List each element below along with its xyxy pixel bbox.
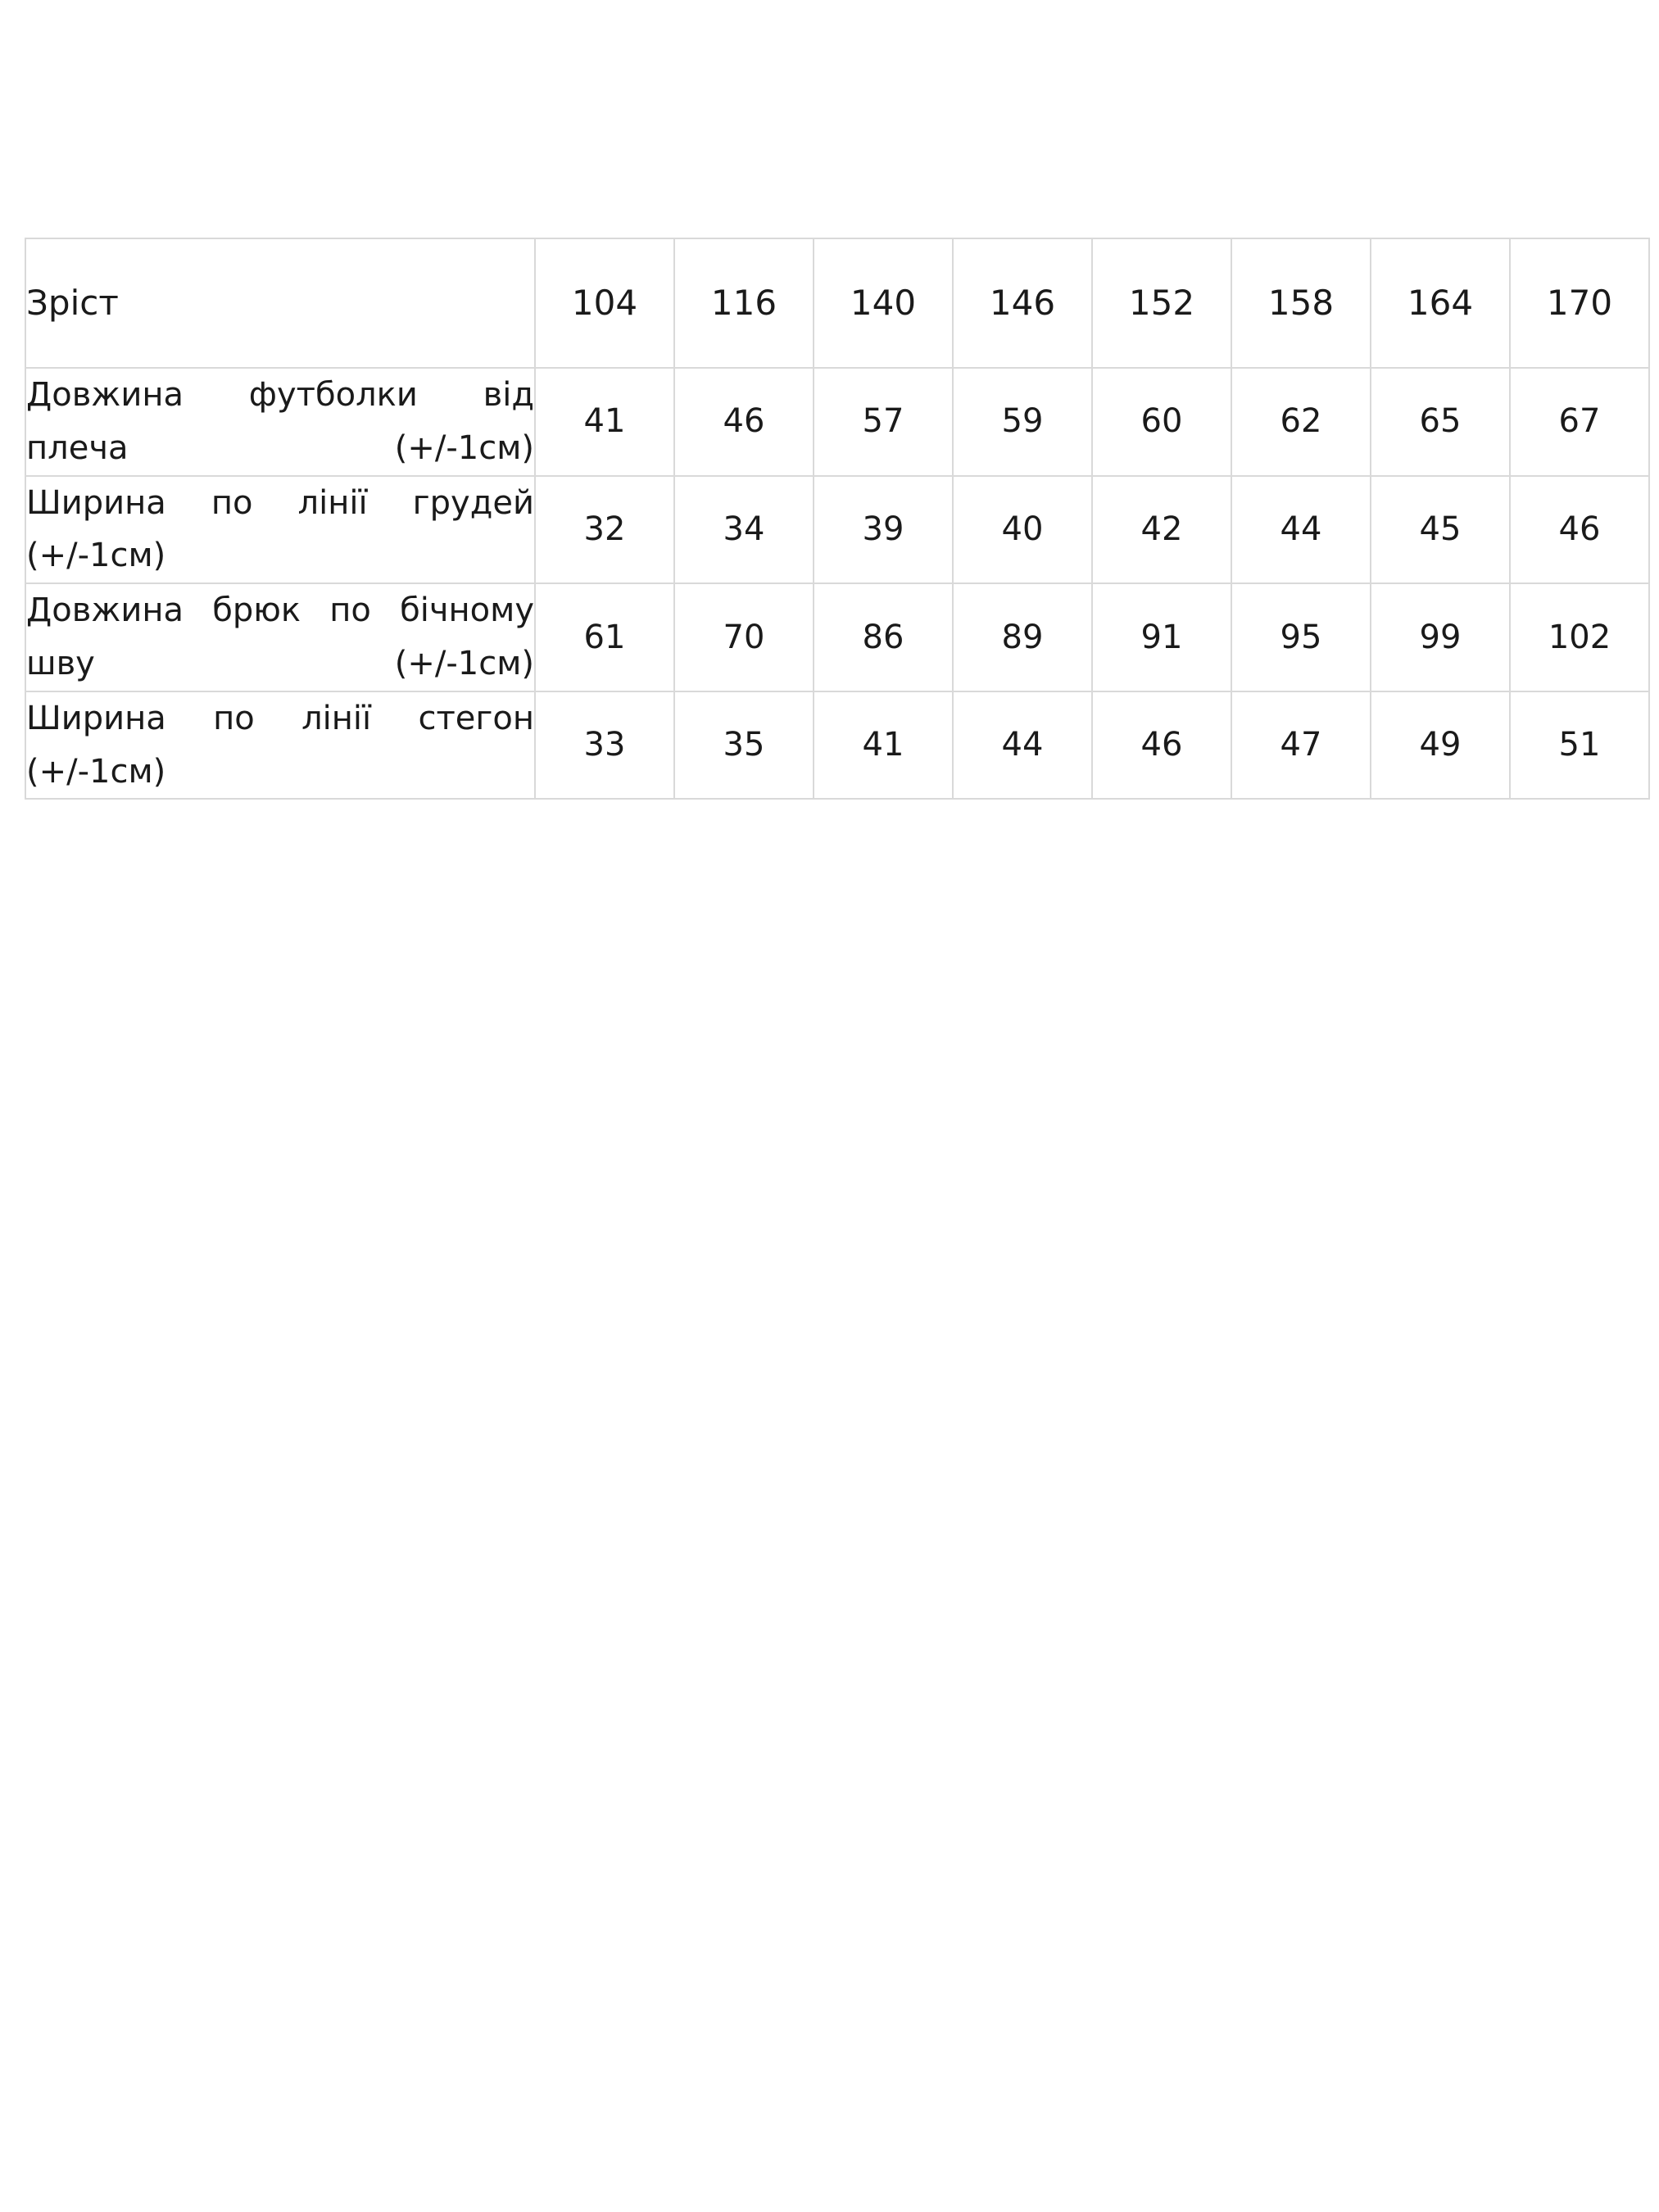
row-value: 41 xyxy=(814,691,953,800)
size-chart-table xyxy=(25,238,1650,800)
row-value: 89 xyxy=(953,583,1092,691)
row-value: 102 xyxy=(1510,583,1649,691)
table-header-value: 152 xyxy=(1092,238,1231,368)
table-header-value: 104 xyxy=(535,238,674,368)
row-value: 33 xyxy=(535,691,674,800)
row-value: 46 xyxy=(1510,476,1649,584)
row-value: 95 xyxy=(1231,583,1371,691)
row-value: 34 xyxy=(674,476,814,584)
row-value: 47 xyxy=(1231,691,1371,800)
table-header-value: 158 xyxy=(1231,238,1371,368)
row-value: 45 xyxy=(1371,476,1510,584)
row-value: 44 xyxy=(1231,476,1371,584)
row-label-cell xyxy=(25,368,535,476)
table-header-value: 146 xyxy=(953,238,1092,368)
row-value: 86 xyxy=(814,583,953,691)
table-header-row xyxy=(25,238,1649,368)
row-value: 51 xyxy=(1510,691,1649,800)
row-label-cell xyxy=(25,476,535,584)
table-header-value: 170 xyxy=(1510,238,1649,368)
table-row xyxy=(25,368,1649,476)
table-row xyxy=(25,583,1649,691)
row-value: 91 xyxy=(1092,583,1231,691)
row-value: 39 xyxy=(814,476,953,584)
row-value: 32 xyxy=(535,476,674,584)
size-chart-body xyxy=(25,238,1649,799)
row-value: 42 xyxy=(1092,476,1231,584)
table-header-value: 140 xyxy=(814,238,953,368)
row-label: Довжина футболки від плеча (+/-1см) xyxy=(26,376,534,467)
row-label: Довжина брюк по бічному шву (+/-1см) xyxy=(26,592,534,683)
table-row xyxy=(25,476,1649,584)
row-value: 99 xyxy=(1371,583,1510,691)
row-value: 70 xyxy=(674,583,814,691)
row-value: 44 xyxy=(953,691,1092,800)
row-value: 65 xyxy=(1371,368,1510,476)
row-value: 57 xyxy=(814,368,953,476)
row-value: 46 xyxy=(1092,691,1231,800)
row-value: 60 xyxy=(1092,368,1231,476)
row-value: 41 xyxy=(535,368,674,476)
row-label: Ширина по лінії стегон (+/-1см) xyxy=(26,699,534,791)
row-value: 67 xyxy=(1510,368,1649,476)
row-value: 49 xyxy=(1371,691,1510,800)
table-header-label: Зріст xyxy=(26,283,119,323)
row-label: Ширина по лінії грудей (+/-1см) xyxy=(26,483,534,575)
row-value: 59 xyxy=(953,368,1092,476)
row-value: 61 xyxy=(535,583,674,691)
table-header-value: 164 xyxy=(1371,238,1510,368)
row-label-cell xyxy=(25,583,535,691)
table-row xyxy=(25,691,1649,800)
row-value: 46 xyxy=(674,368,814,476)
row-label-cell xyxy=(25,691,535,800)
row-value: 40 xyxy=(953,476,1092,584)
row-value: 35 xyxy=(674,691,814,800)
table-header-label-cell xyxy=(25,238,535,368)
table-header-value: 116 xyxy=(674,238,814,368)
row-value: 62 xyxy=(1231,368,1371,476)
